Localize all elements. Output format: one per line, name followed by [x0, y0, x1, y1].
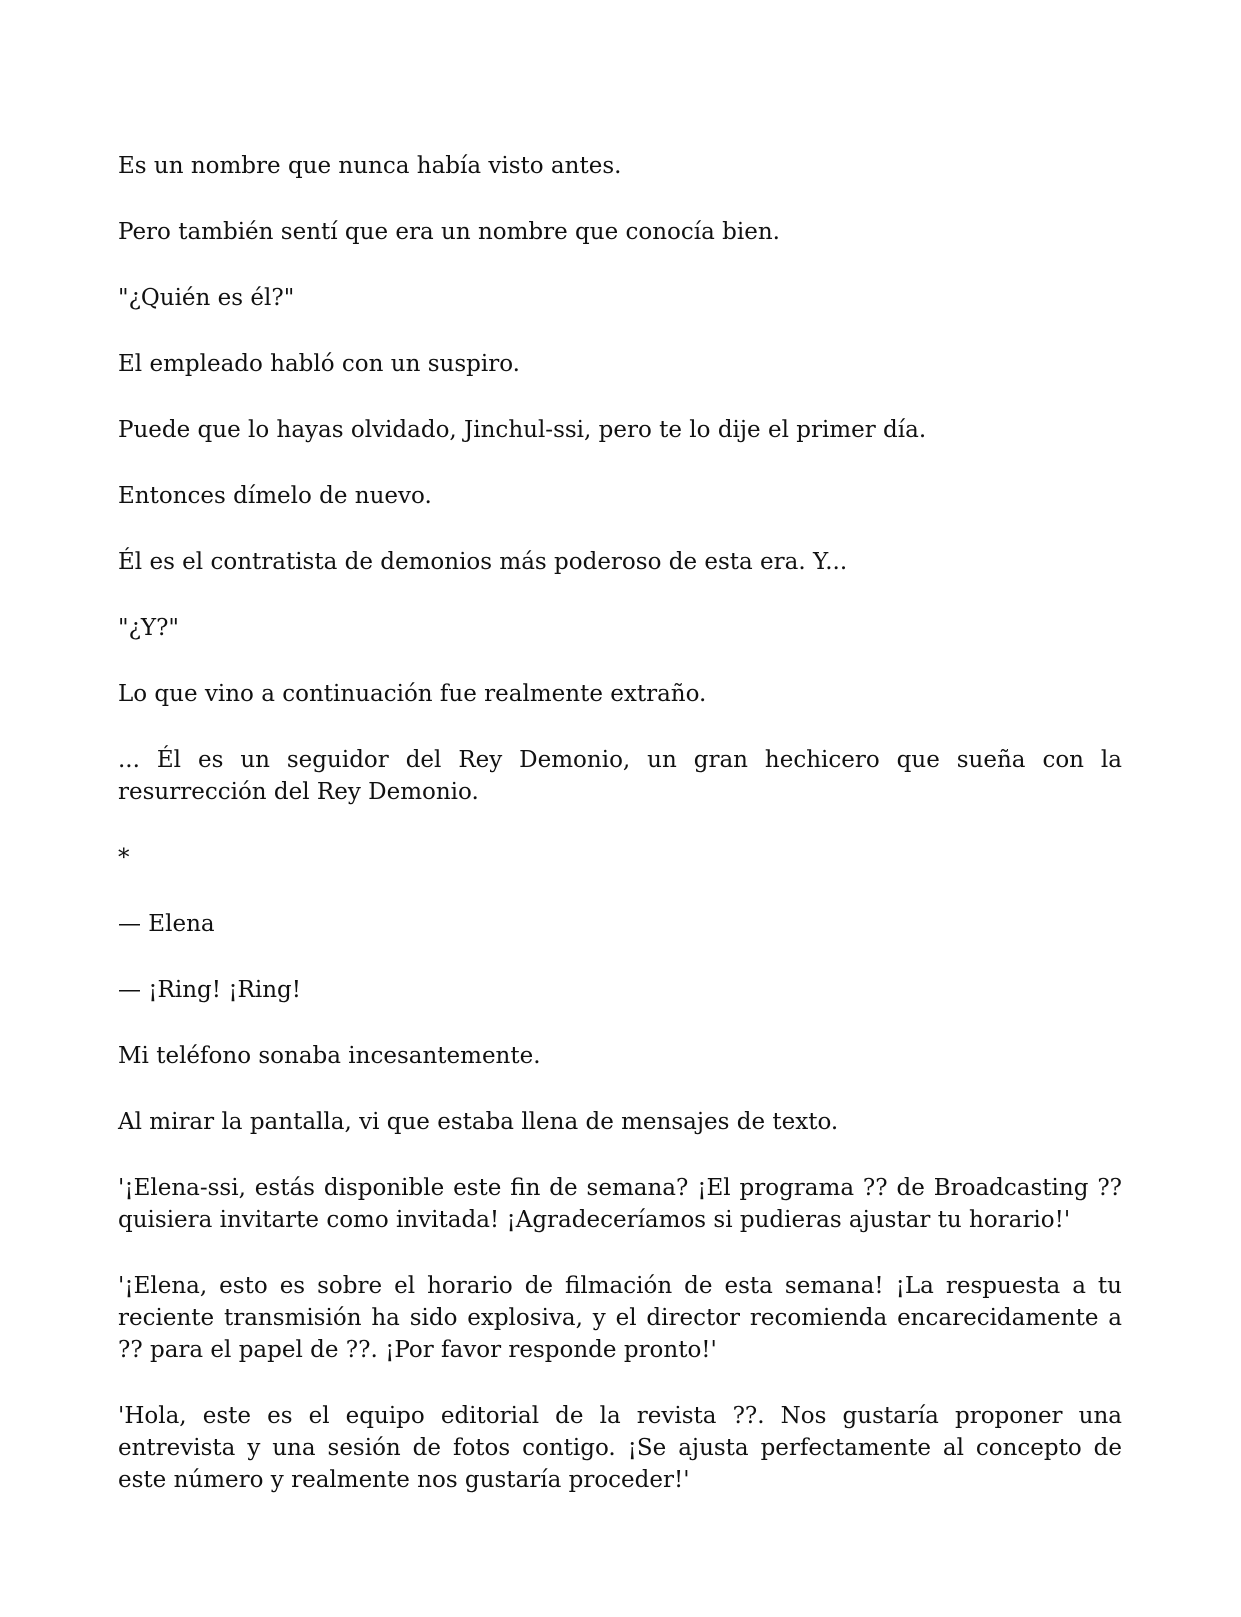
text-message: '¡Elena-ssi, estás disponible este fin de semana? ¡El programa ?? de Broadcasting ?? quisiera invitarte como invitada! ¡Agradeceríamos si pudieras ajustar tu horario!': [118, 1175, 1122, 1233]
body-text: [118, 150, 1122, 1530]
dialogue-line: "¿Quién es él?": [118, 285, 295, 311]
text-message: '¡Elena, esto es sobre el horario de filmación de esta semana! ¡La respuesta a tu reciente transmisión ha sido explosiva, y el director recomienda encarecidamente a ?? para el papel de ??. ¡Por favor responde pronto!': [118, 1273, 1122, 1363]
paragraph: El empleado habló con un suspiro.: [118, 351, 520, 377]
paragraph: Es un nombre que nunca había visto antes.: [118, 153, 622, 179]
paragraph: ... Él es un seguidor del Rey Demonio, un gran hechicero que sueña con la resurrección del Rey Demonio.: [118, 747, 1122, 805]
text-message: 'Hola, este es el equipo editorial de la revista ??. Nos gustaría proponer una entrevista y una sesión de fotos contigo. ¡Se ajusta perfectamente al concepto de este número y realmente nos gustaría proceder!': [118, 1403, 1122, 1493]
paragraph: Él es el contratista de demonios más poderoso de esta era. Y...: [118, 549, 848, 575]
paragraph: Pero también sentí que era un nombre que conocía bien.: [118, 219, 780, 245]
paragraph: — ¡Ring! ¡Ring!: [118, 977, 302, 1003]
paragraph: Puede que lo hayas olvidado, Jinchul-ssi, pero te lo dije el primer día.: [118, 417, 927, 443]
dialogue-line: "¿Y?": [118, 615, 180, 641]
section-divider: *: [118, 845, 130, 871]
paragraph: Al mirar la pantalla, vi que estaba llena de mensajes de texto.: [118, 1109, 839, 1135]
paragraph: Entonces dímelo de nuevo.: [118, 483, 432, 509]
paragraph: Lo que vino a continuación fue realmente extraño.: [118, 681, 707, 707]
section-heading: — Elena: [118, 911, 215, 937]
paragraph: Mi teléfono sonaba incesantemente.: [118, 1043, 541, 1069]
